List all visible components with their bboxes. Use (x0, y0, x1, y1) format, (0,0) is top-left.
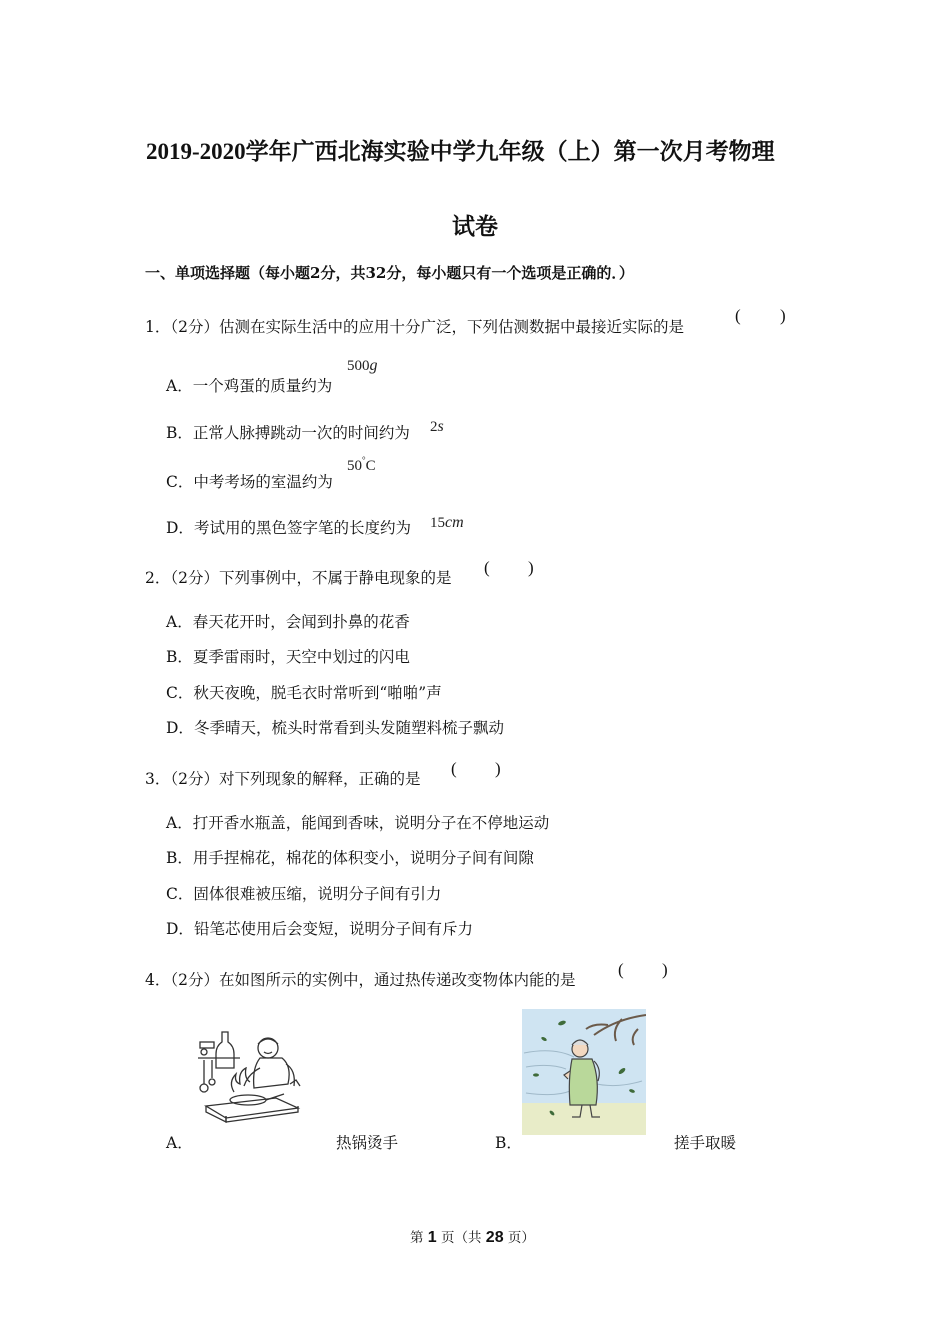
current-page: 1 (427, 1229, 437, 1246)
question-stem: 估测在实际生活中的应用十分广泛，下列估测数据中最接近实际的是 (219, 318, 685, 336)
paper-title-line2: 试卷 (452, 214, 498, 239)
page-footer: 第 1 页（共 28 页） (410, 1229, 535, 1246)
option-1c: C．中考考场的室温约为 (166, 473, 333, 491)
option-4b-text: 搓手取暖 (674, 1134, 737, 1152)
answer-paren-open: ( (618, 960, 624, 979)
option-3c: C．固体很难被压缩，说明分子间有引力 (166, 885, 442, 903)
option-1a: A．一个鸡蛋的质量约为 (166, 377, 333, 395)
question-score: （2分） (170, 318, 219, 336)
option-1b: B．正常人脉搏跳动一次的时间约为 (166, 424, 410, 442)
option-1a-math: 500g (347, 357, 378, 374)
option-4a-text: 热锅烫手 (336, 1134, 399, 1152)
answer-paren-close: ) (528, 558, 534, 577)
option-1d: D．考试用的黑色签字笔的长度约为 (166, 519, 411, 537)
question-number: 1． (145, 318, 171, 336)
option-3b: B．用手捏棉花，棉花的体积变小，说明分子间有间隙 (166, 849, 534, 867)
option-1d-math: 15cm (430, 514, 464, 531)
option-2d: D．冬季晴天，梳头时常看到头发随塑料梳子飘动 (166, 719, 504, 737)
question-2: 2．（2分）下列事例中，不属于静电现象的是 (145, 569, 452, 587)
section-heading: 一、单项选择题（每小题2分，共32分，每小题只有一个选项是正确的．） (145, 264, 634, 282)
answer-paren-close: ) (495, 759, 501, 778)
answer-paren-open: ( (484, 558, 490, 577)
question-4: 4．（2分）在如图所示的实例中，通过热传递改变物体内能的是 (145, 971, 576, 989)
answer-paren-close: ) (662, 960, 668, 979)
question-1 (145, 315, 684, 337)
question-3: 3．（2分）对下列现象的解释，正确的是 (145, 770, 421, 788)
option-3a: A．打开香水瓶盖，能闻到香味，说明分子在不停地运动 (166, 814, 550, 832)
answer-paren-open: ( (451, 759, 457, 778)
option-4a-label: A． (166, 1134, 193, 1152)
rubbing-hands-figure (522, 1009, 646, 1135)
answer-paren-close: ) (780, 306, 786, 325)
option-3d: D．铅笔芯使用后会变短，说明分子间有斥力 (166, 920, 473, 938)
option-2b: B．夏季雷雨时，天空中划过的闪电 (166, 648, 410, 666)
option-1b-math: 2s (430, 418, 444, 435)
option-4b-label: B． (495, 1134, 522, 1152)
option-2a: A．春天花开时，会闻到扑鼻的花香 (166, 613, 410, 631)
cooking-figure (190, 1028, 310, 1128)
option-1c-math: 50°C (347, 455, 376, 474)
option-2c: C．秋天夜晚，脱毛衣时常听到“啪啪”声 (166, 684, 442, 702)
total-pages: 28 (485, 1229, 504, 1246)
paper-title-line1: 2019-2020学年广西北海实验中学九年级（上）第一次月考物理 (146, 139, 775, 164)
answer-paren-open: ( (735, 306, 741, 325)
